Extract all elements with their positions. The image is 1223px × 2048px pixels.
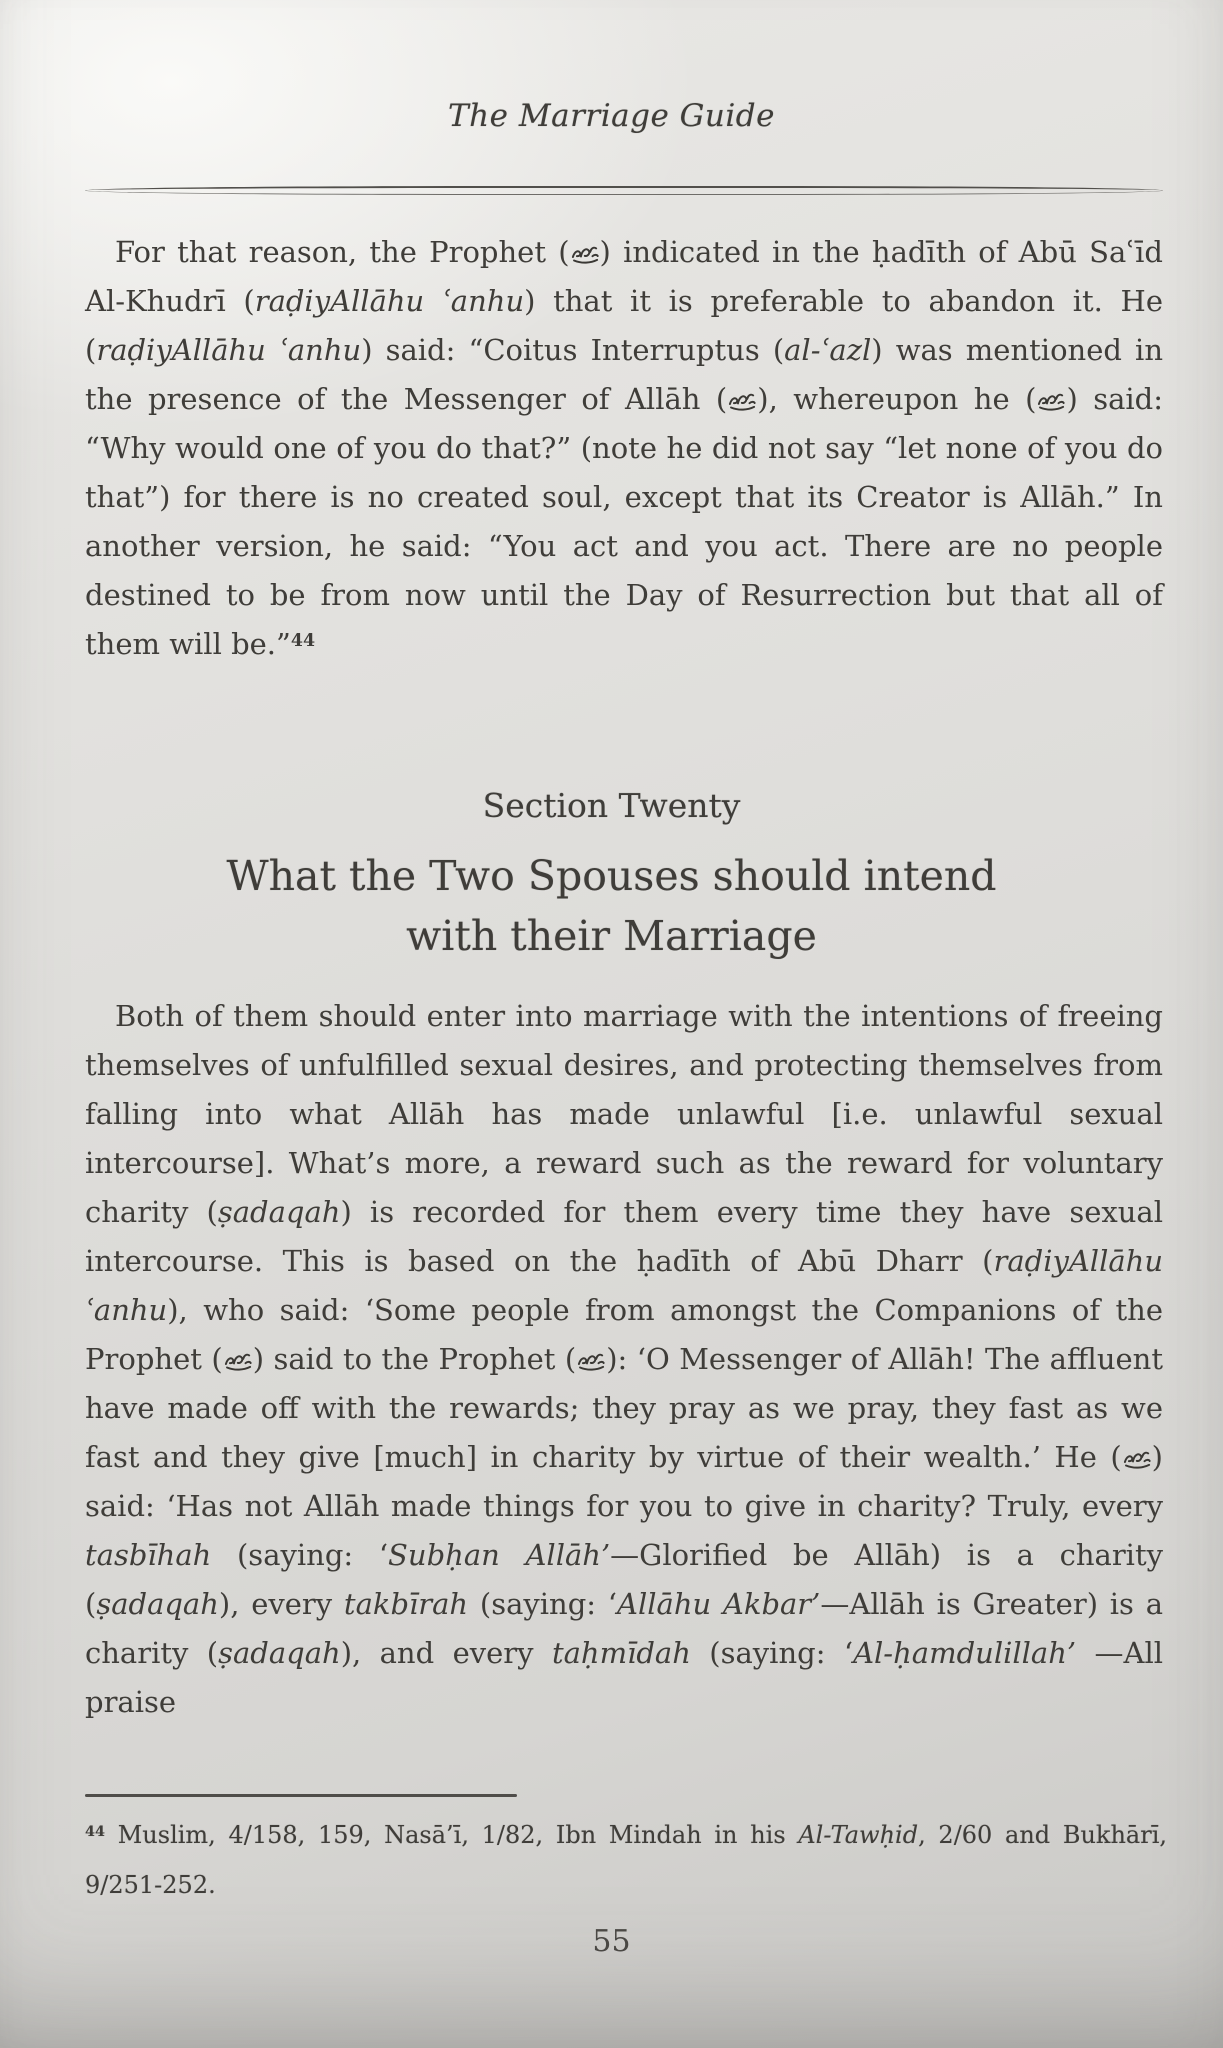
running-head-title: The Marriage Guide <box>448 98 775 134</box>
sallallahu-alayhi-wasallam-icon <box>570 241 600 265</box>
body-paragraph-2 <box>85 992 1163 1727</box>
sallallahu-alayhi-wasallam-icon <box>1122 1446 1152 1470</box>
header-rule <box>85 186 1163 195</box>
footnote-text: $^{44}$ Muslim, 4/158, 159, Nasā’ī, 1/82, Ibn Mindah in his Al-Tawḥid, 2/60 and Bukhārī, 9/251-252. <box>85 1821 1168 1899</box>
paragraph-text: Both of them should enter into marriage with the intentions of freeing themselves of unfulfilled sexual desires, and protecting themselves from falling into what Allāh has made unlawful [i.e. unlawful sexual intercourse]. What’s more, a reward such as the reward for voluntary charity (ṣadaqah) is recorded for them every time they have sexual intercourse. This is based on the ḥadīth of Abū Dharr (raḍiyAllāhu ʿanhu), who said: ‘Some people from amongst the Companions of the Prophet ( ) said to the Prophet ( ): ‘O Messenger of Allāh! The affluent have made off with the rewards; they pray as we pray, they fast as we fast and they give [much] in charity by virtue of their wealth.’ He ( ) said: ‘Has not Allāh made things for you to give in charity? Truly, every tasbīhah (saying: ‘Subḥan Allāh’—Glorified be Allāh) is a charity (ṣadaqah), every takbīrah (saying: ‘Allāhu Akbar’—Allāh is Greater) is a charity (ṣadaqah), and every taḥmīdah (saying: ‘Al-ḥamdulillah’ —All praise <box>85 999 1164 1719</box>
section-kicker: Section Twenty <box>482 786 741 825</box>
section-title-line-1: What the Two Spouses should intend <box>226 852 997 900</box>
page-number: 55 <box>592 1924 631 1959</box>
section-title <box>0 846 1223 966</box>
sallallahu-alayhi-wasallam-icon <box>1036 388 1066 412</box>
sallallahu-alayhi-wasallam-icon <box>727 388 757 412</box>
body-paragraph-1 <box>85 228 1163 674</box>
sallallahu-alayhi-wasallam-icon <box>223 1348 253 1372</box>
paragraph-text: For that reason, the Prophet ( ) indicated in the ḥadīth of Abū Saʿīd Al-Khudrī (raḍiyAllāhu ʿanhu) that it is preferable to abandon it. He (raḍiyAllāhu ʿanhu) said: “Coitus Interruptus (al-ʿazl) was mentioned in the presence of the Messenger of Allāh ( ), whereupon he ( ) said: “Why would one of you do that?” (note he did not say “let none of you do that”) for there is no created soul, except that its Creator is Allāh.” In another version, he said: “You act and you act. There are no people destined to be from now until the Day of Resurrection but that all of them will be.”$^{44}$ <box>85 235 1164 661</box>
section-title-line-2: with their Marriage <box>406 912 817 960</box>
sallallahu-alayhi-wasallam-icon <box>576 1348 606 1372</box>
footnote-rule <box>85 1794 517 1797</box>
